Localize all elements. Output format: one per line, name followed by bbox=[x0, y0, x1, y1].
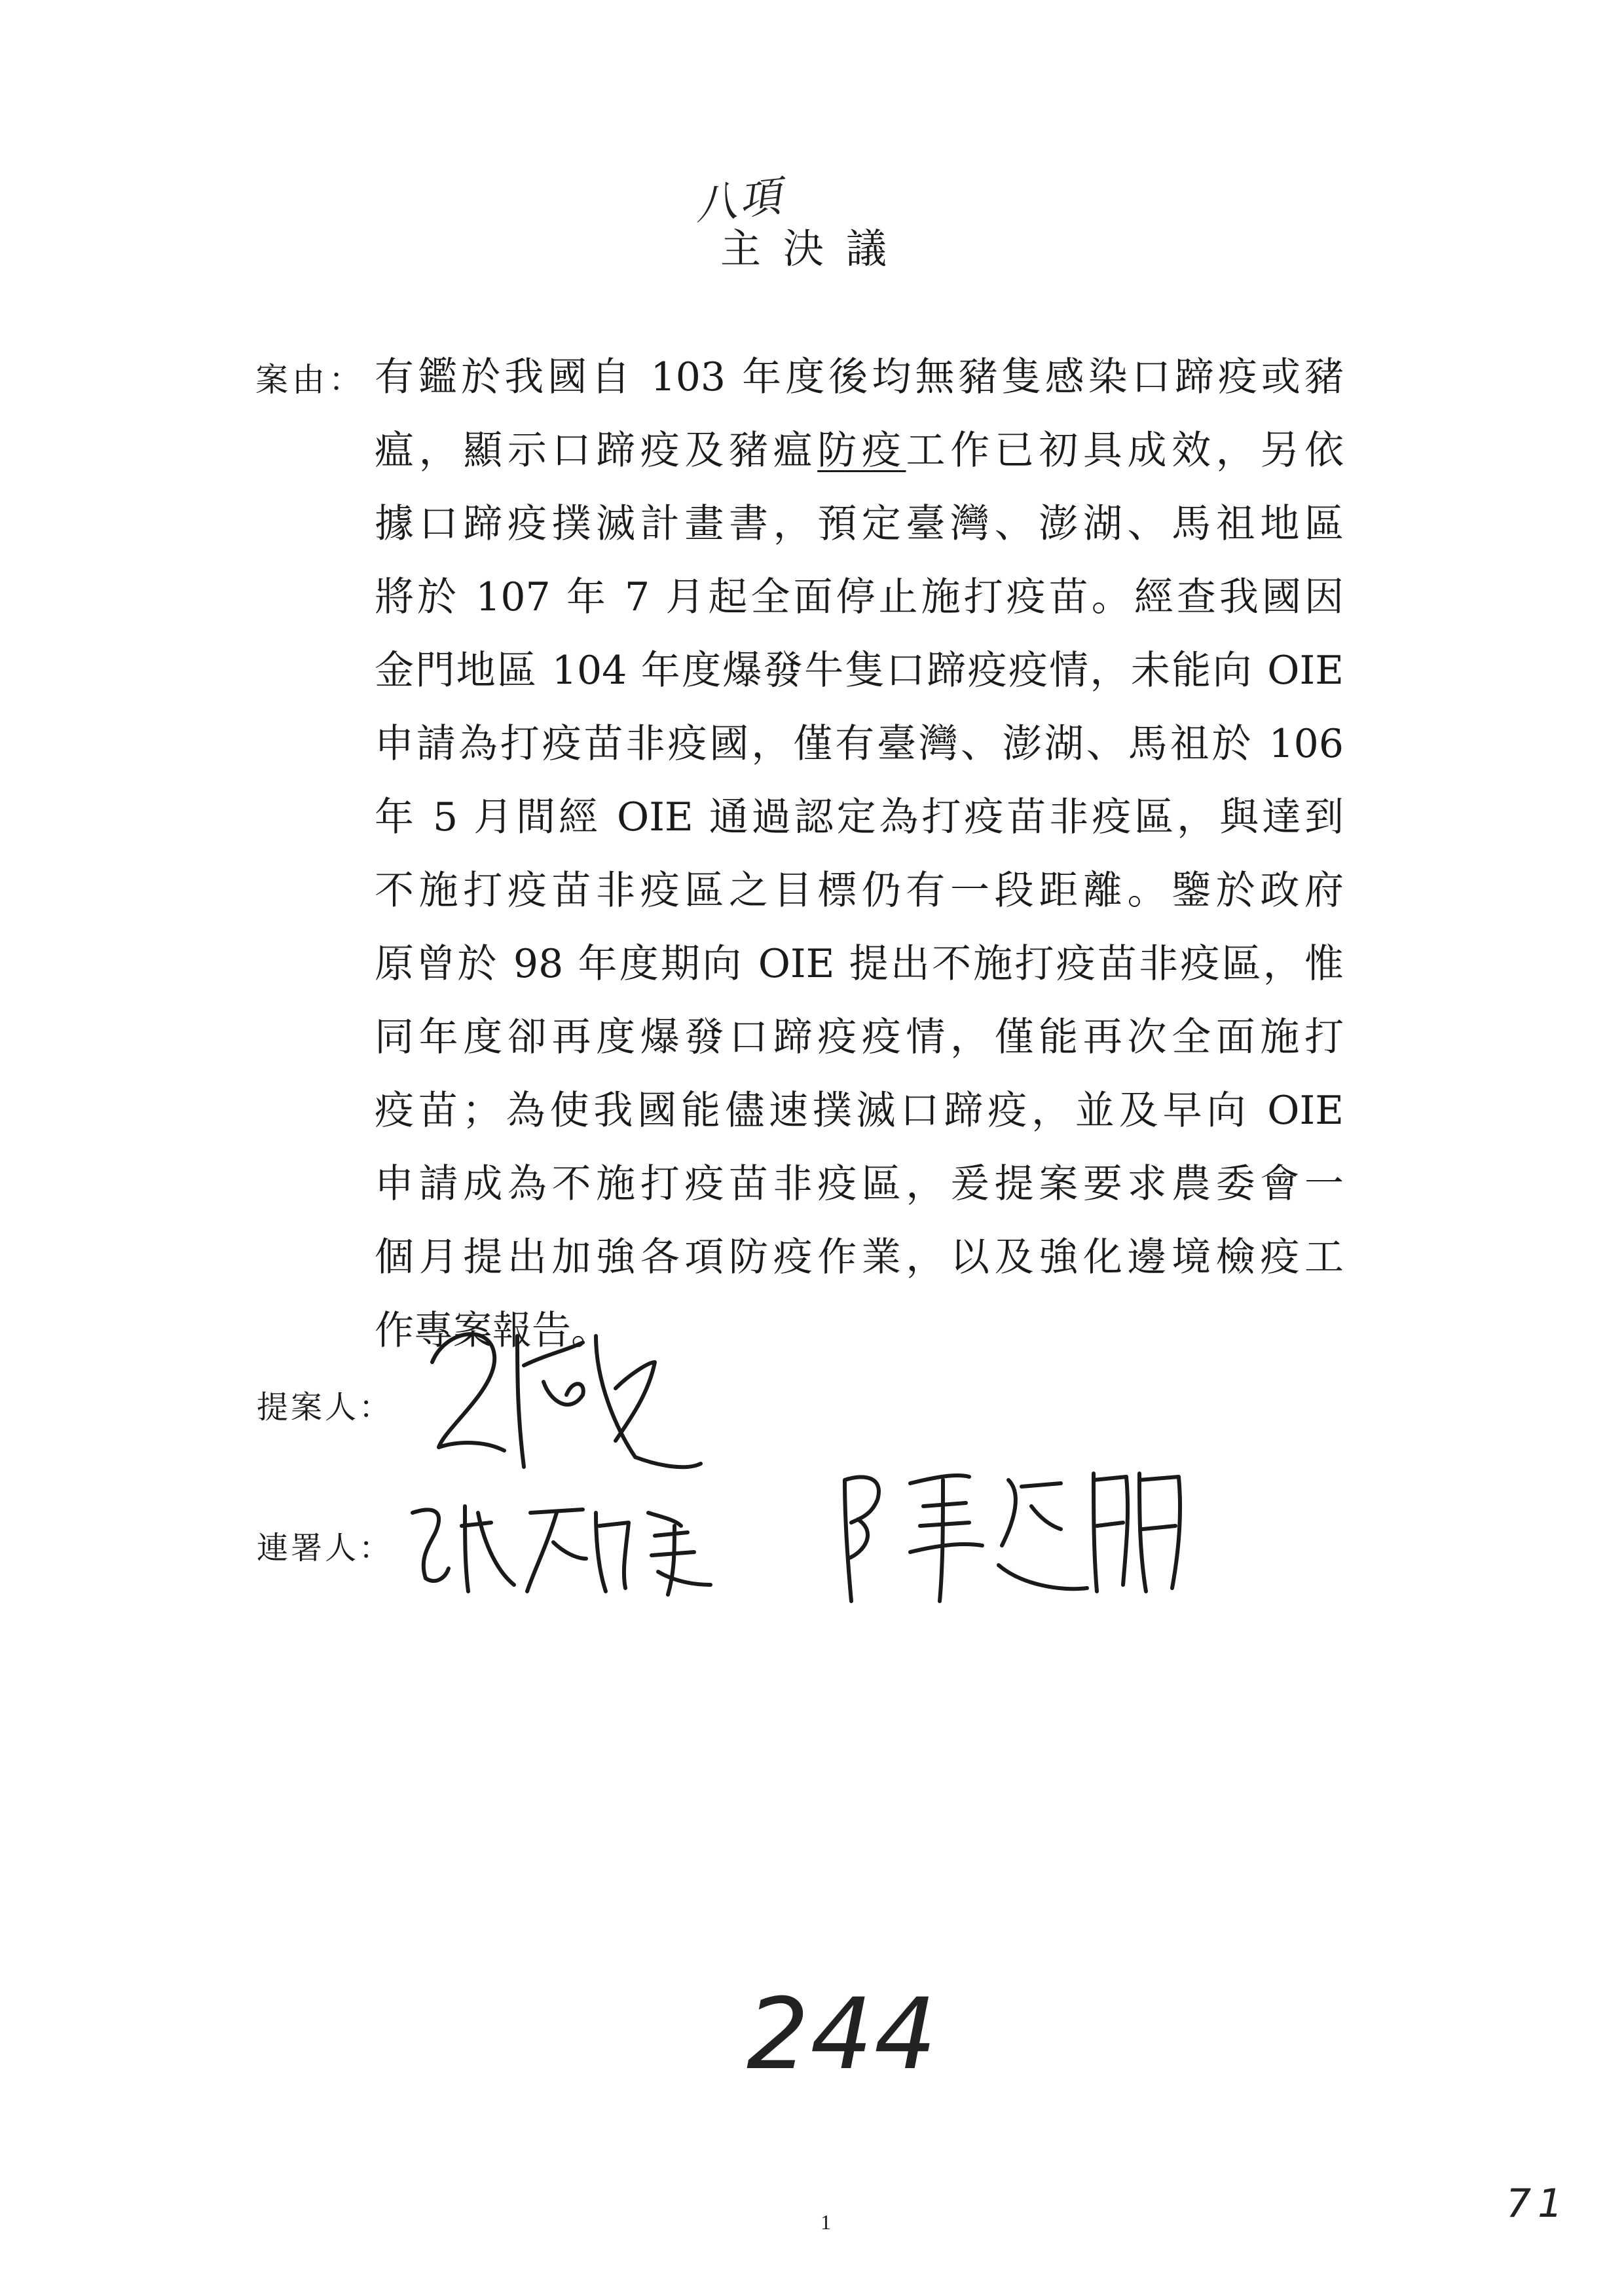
case-line-segment: 工作已初具成效，另依 bbox=[906, 428, 1344, 473]
underlined-text: 防疫 bbox=[817, 428, 906, 473]
cosigner-label: 連署人： bbox=[257, 1530, 394, 1566]
case-line: 有鑑於我國自 103 年度後均無豬隻感染口蹄疫或豬 bbox=[375, 354, 1344, 400]
case-line: 年 5 月間經 OIE 通過認定為打疫苗非疫區，與達到 bbox=[375, 794, 1344, 840]
case-line: 申請成為不施打疫苗非疫區，爰提案要求農委會一 bbox=[375, 1161, 1344, 1207]
case-line: 個月提出加強各項防疫作業，以及強化邊境檢疫工 bbox=[375, 1234, 1344, 1280]
page-number: 1 bbox=[821, 2210, 831, 2234]
handwritten-note: 八項 bbox=[692, 172, 786, 230]
case-line: 原曾於 98 年度期向 OIE 提出不施打疫苗非疫區，惟 bbox=[375, 941, 1344, 987]
case-body bbox=[375, 341, 1344, 1367]
case-line: 將於 107 年 7 月起全面停止施打疫苗。經查我國因 bbox=[375, 574, 1344, 620]
case-label: 案由： bbox=[255, 361, 365, 399]
case-line: 申請為打疫苗非疫國，僅有臺灣、澎湖、馬祖於 106 bbox=[375, 721, 1344, 767]
case-line-segment: 瘟，顯示口蹄疫及豬瘟 bbox=[375, 428, 818, 473]
case-line: 不施打疫苗非疫區之目標仍有一段距離。鑒於政府 bbox=[375, 868, 1344, 914]
case-line: 據口蹄疫撲滅計畫書，預定臺灣、澎湖、馬祖地區 bbox=[375, 501, 1344, 547]
cosigner-signature-2 bbox=[825, 1454, 1218, 1614]
case-line: 作專案報告。 bbox=[375, 1308, 610, 1354]
cosigner-signature-1 bbox=[399, 1487, 740, 1607]
case-line-with-underline bbox=[375, 414, 1344, 487]
case-line: 疫苗；為使我國能儘速撲滅口蹄疫，並及早向 OIE bbox=[375, 1088, 1344, 1134]
corner-number: 71 bbox=[1506, 2181, 1570, 2227]
case-line: 同年度卻再度爆發口蹄疫疫情，僅能再次全面施打 bbox=[375, 1014, 1344, 1060]
document-title: 主決議 bbox=[720, 225, 910, 272]
proposer-label: 提案人： bbox=[257, 1389, 394, 1426]
stamp-number: 244 bbox=[747, 1978, 938, 2092]
case-line: 金門地區 104 年度爆發牛隻口蹄疫疫情，未能向 OIE bbox=[375, 648, 1344, 694]
proposer-signature bbox=[419, 1316, 707, 1489]
